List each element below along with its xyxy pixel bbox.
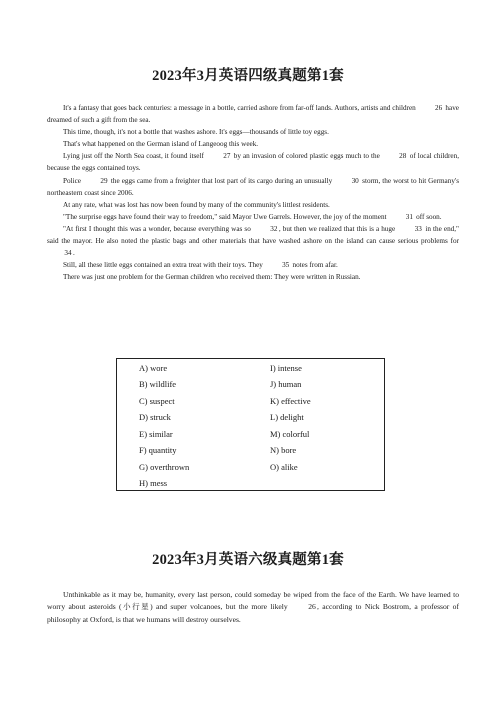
option-l: L) delight — [270, 412, 304, 422]
text: off soon. — [414, 212, 442, 221]
text: Police — [63, 176, 83, 185]
blank-26: 26 — [435, 104, 443, 112]
paragraph — [47, 175, 459, 199]
text: Lying just off the North Sea coast, it found itself — [63, 152, 206, 161]
option-i: I) intense — [270, 363, 302, 373]
text: Still, all these little eggs contained an extra treat with their toys. They — [63, 261, 265, 270]
section2-title: 2023年3月英语六级真题第1套 — [152, 552, 344, 568]
section1-body — [47, 102, 459, 283]
blank-26: 26 — [308, 602, 316, 612]
paragraph — [47, 102, 459, 126]
blank-27: 27 — [223, 152, 231, 161]
option-o: O) alike — [270, 461, 298, 472]
text: of local children, because the eggs contained toys. — [47, 152, 459, 173]
paragraph — [47, 589, 459, 626]
paragraph — [47, 126, 459, 138]
text: , according to Nick Bostrom, a professor of philosophy at Oxford, is that we humans will destroy ourselves. — [47, 602, 459, 624]
option-n: N) bore — [270, 445, 297, 455]
section2-body — [47, 589, 459, 626]
text: "The surprise eggs have found their way to freedom," said Mayor Uwe Garrels. However, the joy of the moment — [63, 212, 389, 221]
paragraph — [47, 223, 459, 259]
text: This time, though, it's not a bottle that washes ashore. It's eggs—thousands of little toy eggs. — [63, 128, 329, 137]
section1-title: 2023年3月英语四级真题第1套 — [152, 68, 344, 84]
text: notes from afar. — [290, 261, 338, 270]
option-g: G) overthrown — [139, 461, 190, 472]
paragraph — [47, 199, 459, 211]
paragraph — [47, 150, 459, 174]
option-j: J) human — [270, 379, 302, 389]
text: There was just one problem for the German children who received them: They were written in Russian. — [63, 273, 361, 282]
paragraph — [47, 271, 459, 283]
text: the eggs came from a freighter that lost part of its cargo during an unusually — [108, 176, 335, 185]
option-c: C) suspect — [139, 395, 175, 406]
text: in the end," said the mayor. He also noted the plastic bags and other materials that have washed ashore on the island can cause serious problems for — [47, 224, 459, 246]
option-m: M) colorful — [270, 428, 310, 439]
blank-32: 32 — [270, 224, 278, 233]
option-e: E) similar — [139, 428, 173, 439]
option-k: K) effective — [270, 395, 311, 406]
blank-31: 31 — [405, 212, 413, 221]
option-a: A) wore — [139, 363, 168, 373]
text: Unthinkable as it may be, humanity, every last person, could someday be wiped from the face of the Earth. We have learned to worry about asteroids (小行星) and super volcanoes, but the more likely — [47, 590, 459, 612]
blank-35: 35 — [282, 261, 290, 270]
text: . — [73, 249, 75, 258]
text: by an invasion of colored plastic eggs much to the — [231, 152, 382, 161]
option-f: F) quantity — [139, 445, 177, 455]
text: That's what happened on the German island of Langeoog this week. — [63, 140, 259, 149]
text: have dreamed of such a gift from the sea. — [47, 104, 459, 125]
text: , but then we realized that this is a huge — [278, 224, 398, 233]
text: It's a fantasy that goes back centuries: a message in a bottle, carried ashore from far-off lands. Authors, artists and children — [63, 104, 418, 112]
word-bank-box — [116, 358, 385, 491]
option-b: B) wildlife — [139, 379, 177, 389]
paragraph — [47, 138, 459, 150]
paragraph — [47, 211, 459, 223]
blank-30: 30 — [351, 176, 359, 185]
option-h: H) mess — [139, 478, 168, 488]
blank-28: 28 — [399, 152, 407, 161]
text: At any rate, what was lost has now been found by many of the community's littlest residents. — [63, 200, 330, 209]
blank-29: 29 — [100, 176, 108, 185]
text: "At first I thought this was a wonder, because everything was so — [63, 224, 253, 233]
option-d: D) struck — [139, 412, 171, 422]
blank-34: 34 — [64, 249, 72, 258]
blank-33: 33 — [414, 224, 422, 233]
paragraph — [47, 259, 459, 271]
text: storm, the worst to hit Germany's northeastern coast since 2006. — [47, 176, 460, 197]
